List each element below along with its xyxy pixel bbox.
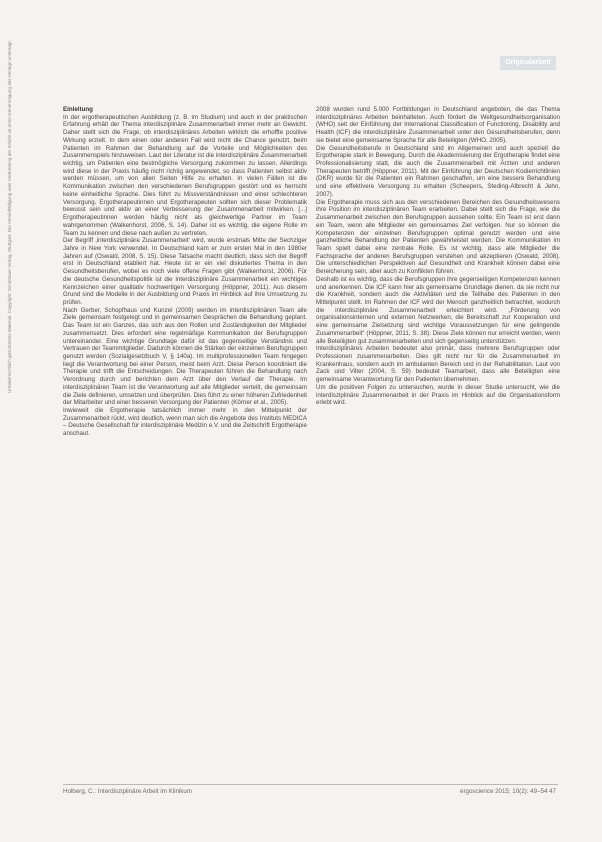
section-heading: Einleitung (63, 106, 93, 113)
footer-citation: Holberg, C.: Interdisziplinäre Arbeit im Klinikum (63, 788, 192, 795)
right-column (316, 106, 560, 778)
left-paragraph-3: Nach Gerber, Schopfhaus und Kunzel (2009) werden im interdisziplinären Team alle Ziele gemeinsam festgelegt und in gemeinsamen Gesprächen die Behandlung geplant. Das Team ist ein Ganzes, das sich aus den Rollen und Zuständigkeiten der Mitglieder zusammensetzt. Dies erfordert eine regelmäßige Kommunikation der Berufsgruppen untereinander. Eine wichtige Grundlage dafür ist das gegenseitige Verständnis und Vertrauen der Teammitglieder. Dadurch können die Stärken der einzelnen Berufsgruppen genutzt werden (Sozialgesetzbuch V, § 140a). Im multiprofessionellen Team hingegen liegt die Verantwortung bei einer Person, meist beim Arzt. Diese Person koordiniert die Therapie und trifft die Entscheidungen. Die Therapeuten führen die Behandlung nach Verordnung durch und berichten dem Arzt über den Verlauf der Therapie. Im interdisziplinären Team ist die Verantwortung auf alle Mitglieder verteilt, die gemeinsam die Ziele definieren, umsetzen und überprüfen. Dies führt zu einer höheren Zufriedenheit der Mitarbeiter und einer besseren Versorgung der Patienten (Körner et al., 2005). (63, 306, 307, 407)
section-badge: Originalarbeit (500, 56, 556, 70)
footer-journal-page: ergoscience 2015; 10(2): 49–54 47 (460, 788, 556, 795)
footer-divider (63, 784, 558, 785)
copyright-side-note: Urheberrechtlich geschütztes Material. Copyright: Schattauer Verlag, Stuttgart. Die Vervielfältigung oder Verbreitung der Inhalte ist ohne Genehmigung des Verlags untersagt. (7, 40, 12, 393)
right-paragraph-6: Um die positiven Folgen zu untersuchen, wurde in dieser Studie untersucht, wie die interdisziplinäre Zusammenarbeit in der Praxis im Hinblick auf die Organisationsform erlebt wird. (316, 383, 560, 407)
right-paragraph-5: Interdisziplinäres Arbeiten bedeutet also primär, dass mehrere Berufsgruppen oder Professionen zusammenarbeiten. Dies gilt nicht nur für die Zusammenarbeit im Krankenhaus, sondern auch im ambulanten Bereich und in der Rehabilitation. Laut von Zack und Vilter (2004, S. 59) bedeutet Teamarbeit, dass alle Beteiligten eine gemeinsame Verantwortung für den Patienten übernehmen. (316, 345, 560, 384)
left-paragraph-1: In der ergotherapeutischen Ausbildung (z. B. im Studium) und auch in der praktischen Erfahrung erhält der Thema interdisziplinäre Zusammenarbeit immer mehr an Gewicht. Daher stellt sich die Frage, ob interdisziplinäres Arbeiten wirklich die erhoffte positive Wirkung erzielt. In dem einen oder anderen Fall wird nicht die Chance genutzt, beim Patienten im Rahmen der Behandlung auf die Vorteile und Möglichkeiten des Zusammenspiels hinzuweisen. Laut der Literatur ist die interdisziplinäre Zusammenarbeit wichtig, um Patienten eine bestmögliche Versorgung zukommen zu lassen. Allerdings wird diese in der Praxis häufig nicht richtig angewendet, so dass Patienten selbst aktiv werden müssen, um von allen Seiten Hilfe zu erhalten. In vielen Fällen ist die Kommunikation zwischen den verschiedenen Berufsgruppen gestört und es herrscht keine einheitliche Sprache. Dies führt zu Missverständnissen und einer schlechteren Versorgung. Ergotherapeutinnen und Ergotherapeuten sollten sich dieser Problematik bewusst sein und aktiv an einer Verbesserung der Zusammenarbeit mitwirken. [...] Ergotherapeutinnen werden häufig nicht als gleichwertige Partner im Team wahrgenommen (Walkenhorst, 2006, S. 14). Daher ist es wichtig, die eigene Rolle im Team zu kennen und diese nach außen zu vertreten. (63, 113, 307, 237)
left-paragraph-2: Der Begriff ‚interdisziplinäre Zusammenarbeit‘ wird, wurde erstmals Mitte der Sechziger Jahre in New York verwendet. In Deutschland kam er zum ersten Mal in den 1980er Jahren auf (Oswald, 2008, S. 15). Diese Tatsache macht deutlich, dass sich der Begriff erst in Deutschland etabliert hat. Heute ist er ein viel diskutiertes Thema in den Gesundheitsberufen, wobei es noch viele offene Fragen gibt (Walkenhorst, 2006). Für die deutsche Gesundheitspolitik ist die interdisziplinäre Zusammenarbeit ein wichtiges Kennzeichen einer qualitativ hochwertigen Versorgung (Höppner, 2011). Aus diesem Grund sind die Modelle in der Ausbildung und Praxis im Hinblick auf ihre Umsetzung zu prüfen. (63, 237, 307, 306)
right-paragraph-4: Deshalb ist es wichtig, dass die Berufsgruppen ihre gegenseitigen Kompetenzen kennen und anerkennen. Die ICF kann hier als gemeinsame Grundlage dienen, da sie nicht nur die Krankheit, sondern auch die Aktivitäten und die Teilhabe des Patienten in den Mittelpunkt stellt. Im Rahmen der ICF wird der Mensch ganzheitlich betrachtet, wodurch die interdisziplinäre Zusammenarbeit erleichtert wird. „Förderung von organisationsinternen und externen Netzwerken, die Bereitschaft zur Kooperation und eine gemeinsame Zielsetzung sind wichtige Voraussetzungen für eine gelingende Zusammenarbeit“ (Höppner, 2011, S. 38). Diese Ziele können nur erreicht werden, wenn alle Beteiligten gut zusammenarbeiten und sich gegenseitig unterstützen. (316, 275, 560, 345)
left-paragraph-4: Inwieweit die Ergotherapie tatsächlich immer mehr in den Mittelpunkt der Zusammenarbeit rückt, wird deutlich, wenn man sich die Angebote des Instituts MEDICA – Deutsche Gesellschaft für interdisziplinäre Medizin e.V. und die Zeitschrift Ergotherapie anschaut. (63, 407, 307, 438)
right-paragraph-1: 2008 wurden rund 5.000 Fortbildungen in Deutschland angeboten, die das Thema interdisziplinäres Arbeiten beinhalteten. Auch fördert die Weltgesundheitsorganisation (WHO) seit der Einführung der International Classification of Functioning, Disability and Health (ICF) die interdisziplinäre Zusammenarbeit unter den Gesundheitsberufen, denn sie bietet eine gemeinsame Sprache für alle Beteiligten (WHO, 2005). (316, 106, 560, 144)
right-paragraph-2: Die Gesundheitsberufe in Deutschland sind im Allgemeinen und auch speziell die Ergotherapie stark in Bewegung. Durch die Akademisierung der Ergotherapie findet eine Professionalisierung statt, die auch die Zusammenarbeit mit Ärzten und anderen Therapeuten betrifft (Höppner, 2011). Mit der Einführung der Deutschen Kodierrichtlinien (DKR) wurde für die Patienten ein Rahmen geschaffen, um eine bessere Behandlung und eine effektivere Versorgung zu erhalten (Scheepers, Steding-Albrecht & Jehn, 2007). (316, 144, 560, 198)
left-column (63, 106, 307, 776)
right-paragraph-3: Die Ergotherapie muss sich aus den verschiedenen Bereichen des Gesundheitswesens ihre Position im interdisziplinären Team erarbeiten. Dabei stellt sich die Frage, wie die Zusammenarbeit zwischen den Berufsgruppen aussehen sollte. Ein Team ist erst dann ein Team, wenn alle Mitglieder ein gemeinsames Ziel verfolgen. Nur so können die Kompetenzen der einzelnen Berufsgruppen optimal genutzt werden und eine ganzheitliche Behandlung der Patienten gewährleistet werden. Die Kommunikation im Team spielt dabei eine zentrale Rolle. Es ist wichtig, dass alle Mitglieder die Fachsprache der anderen Berufsgruppen verstehen und akzeptieren (Oswald, 2008). Die unterschiedlichen Perspektiven auf Gesundheit und Krankheit können dabei eine Bereicherung sein, aber auch zu Konflikten führen. (316, 198, 560, 276)
